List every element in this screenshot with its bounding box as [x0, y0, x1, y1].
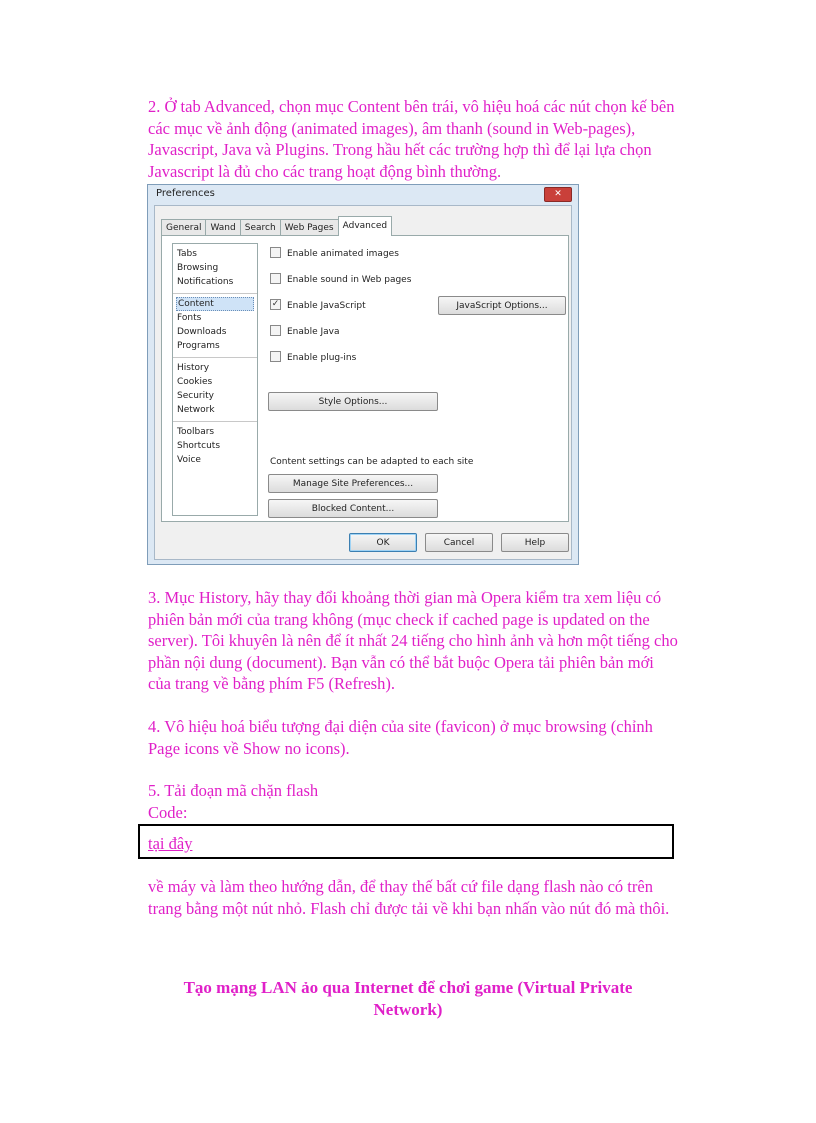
category-item-tabs[interactable]: Tabs	[177, 249, 197, 259]
blocked-content-button[interactable]: Blocked Content...	[268, 499, 438, 518]
tab-advanced[interactable]: Advanced	[338, 216, 392, 236]
code-box	[138, 824, 674, 859]
checkbox-java[interactable]	[270, 325, 281, 336]
code-label: Code:	[148, 802, 188, 822]
paragraph-after-code: về máy và làm theo hướng dẫn, để thay thế bất cứ file dạng flash nào có trên trang bằng một nút nhỏ. Flash chỉ được tải về khi bạn nhấn vào nút đó mà thôi.	[148, 877, 670, 918]
tab-search[interactable]: Search	[240, 219, 281, 236]
checkbox-animated-images[interactable]	[270, 247, 281, 258]
dialog-title: Preferences	[156, 188, 215, 199]
content-settings-note: Content settings can be adapted to each site	[270, 457, 474, 467]
checkbox-javascript[interactable]: ✓	[271, 299, 280, 309]
dialog-body	[154, 205, 572, 560]
option-sound[interactable]	[270, 274, 411, 286]
category-item-downloads[interactable]: Downloads	[177, 327, 227, 337]
option-javascript[interactable]	[270, 300, 366, 312]
category-item-browsing[interactable]: Browsing	[177, 263, 219, 273]
manage-site-preferences-button[interactable]: Manage Site Preferences...	[268, 474, 438, 493]
category-group	[173, 294, 257, 358]
category-item-fonts[interactable]: Fonts	[177, 313, 202, 323]
option-java[interactable]	[270, 326, 340, 338]
category-item-programs[interactable]: Programs	[177, 341, 220, 351]
close-icon[interactable]: ✕	[544, 187, 572, 202]
category-group	[173, 358, 257, 422]
option-label: Enable Java	[287, 327, 340, 337]
style-options-button[interactable]: Style Options...	[268, 392, 438, 411]
category-group	[173, 244, 257, 294]
paragraph-step-2: 2. Ở tab Advanced, chọn mục Content bên trái, vô hiệu hoá các nút chọn kế bên các mục về ảnh động (animated images), âm thanh (sound in Web-pages), Javascript, Java và Plugins. Trong hầu hết các trường hợp thì để lại lựa chọn Javascript là đủ cho các trang hoạt động bình thường.	[148, 97, 675, 181]
preferences-dialog-screenshot	[147, 184, 579, 565]
option-label: Enable sound in Web pages	[287, 275, 412, 285]
category-item-content[interactable]: Content	[176, 297, 254, 311]
ok-button[interactable]: OK	[349, 533, 417, 552]
category-item-security[interactable]: Security	[177, 391, 214, 401]
cancel-button[interactable]: Cancel	[425, 533, 493, 552]
option-label: Enable JavaScript	[287, 301, 366, 311]
category-item-cookies[interactable]: Cookies	[177, 377, 213, 387]
paragraph-step-4: 4. Vô hiệu hoá biểu tượng đại diện của site (favicon) ở mục browsing (chỉnh Page icons về Show no icons).	[148, 717, 653, 758]
category-item-network[interactable]: Network	[177, 405, 215, 415]
category-item-history[interactable]: History	[177, 363, 210, 373]
javascript-options-button[interactable]: JavaScript Options...	[438, 296, 566, 315]
category-item-notifications[interactable]: Notifications	[177, 277, 234, 287]
help-button[interactable]: Help	[501, 533, 569, 552]
category-list	[172, 243, 258, 516]
category-item-toolbars[interactable]: Toolbars	[177, 427, 215, 437]
advanced-panel	[161, 235, 569, 522]
paragraph-step-5-title: 5. Tải đoạn mã chặn flash	[148, 781, 319, 800]
paragraph-step-5	[148, 780, 678, 823]
code-download-link[interactable]: tại đây	[148, 834, 193, 853]
category-item-voice[interactable]: Voice	[177, 455, 201, 465]
section-heading: Tạo mạng LAN ảo qua Internet để chơi game (Virtual Private Network)	[183, 978, 633, 1019]
option-plugins[interactable]	[270, 352, 356, 364]
tab-wand[interactable]: Wand	[205, 219, 240, 236]
category-group	[173, 422, 257, 471]
paragraph-step-3: 3. Mục History, hãy thay đổi khoảng thời gian mà Opera kiểm tra xem liệu có phiên bản mới của trang không (mục check if cached page is updated on the server). Tôi khuyên là nên để ít nhất 24 tiếng cho hình ảnh và hơn một tiếng cho phần nội dung (document). Bạn vẫn có thể bắt buộc Opera tải phiên bản mới của trang về bằng phím F5 (Refresh).	[148, 588, 678, 693]
tab-web-pages[interactable]: Web Pages	[280, 219, 339, 236]
option-label: Enable plug-ins	[287, 353, 357, 363]
checkbox-plugins[interactable]	[270, 351, 281, 362]
tab-strip	[161, 216, 391, 235]
category-item-shortcuts[interactable]: Shortcuts	[177, 441, 221, 451]
tab-general[interactable]: General	[161, 219, 206, 236]
checkbox-sound[interactable]	[270, 273, 281, 284]
option-label: Enable animated images	[287, 249, 399, 259]
option-animated-images[interactable]	[270, 248, 399, 260]
